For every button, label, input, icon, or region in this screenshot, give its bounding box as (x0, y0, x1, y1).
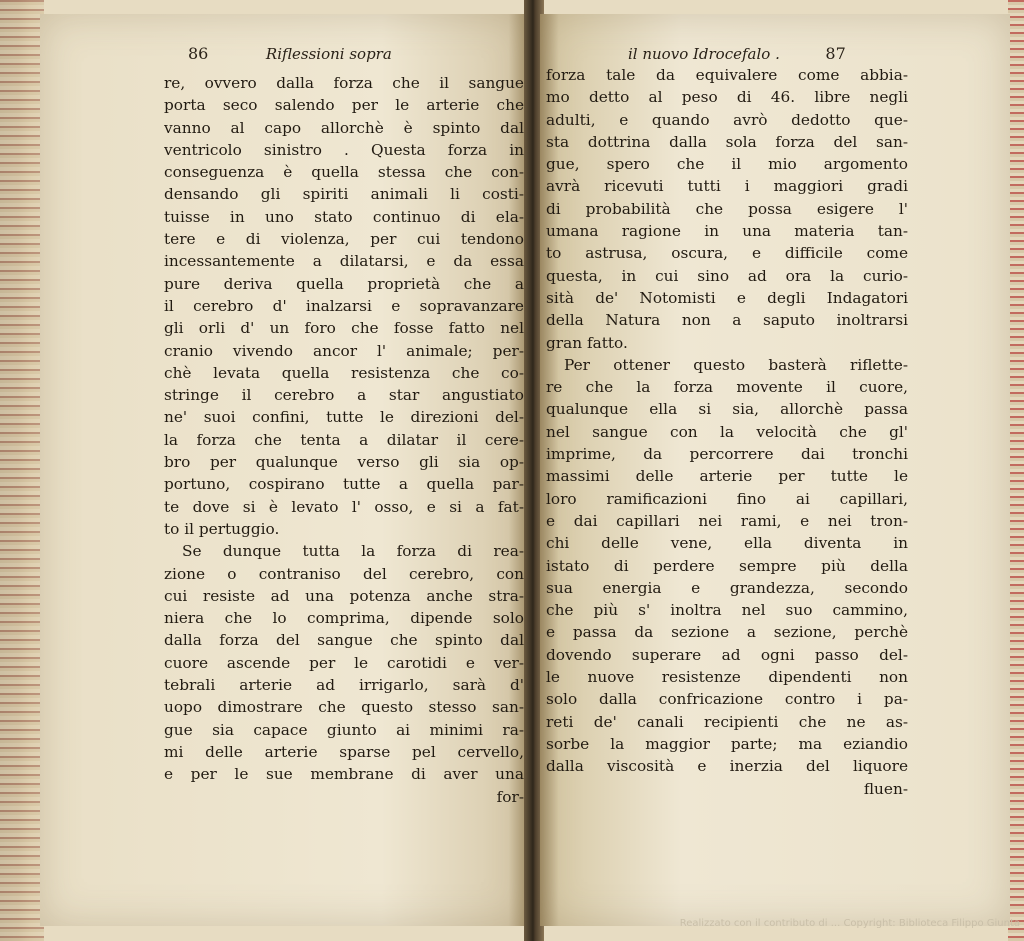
text-line: porta seco salendo per le arterie che (164, 96, 524, 115)
text-line: avrà ricevuti tutti i maggiori gradi (546, 177, 908, 196)
text-line: zione o contraniso del cerebro, con (164, 564, 524, 583)
text-line: fluen- (863, 779, 908, 798)
text-line: portuno, cospirano tutte a quella par- (164, 475, 524, 494)
text-line: cranio vivendo ancor l' animale; per- (164, 341, 524, 360)
text-line: for- (496, 787, 524, 806)
text-line: cui resiste ad una potenza anche stra- (164, 586, 524, 605)
text-line: la forza che tenta a dilatar il cere- (164, 430, 524, 449)
right-running-title: il nuovo Idrocefalo . (628, 45, 780, 63)
text-line: chè levata quella resistenza che co- (164, 363, 524, 382)
text-line: ne' suoi confini, tutte le direzioni del- (164, 408, 524, 427)
text-line: tere e di violenza, per cui tendono (164, 230, 524, 249)
left-page-number: 86 (188, 44, 209, 63)
right-page-number: 87 (825, 44, 846, 63)
left-running-title: Riflessioni sopra (265, 45, 392, 63)
left-page (40, 14, 528, 926)
text-line: loro ramificazioni fino ai capillari, (546, 489, 908, 508)
text-line: forza tale da equivalere come abbia- (546, 66, 908, 84)
text-line: dalla viscosità e inerzia del liquore (546, 757, 908, 776)
text-line: conseguenza è quella stessa che con- (164, 163, 524, 182)
text-line: istato di perdere sempre più della (546, 556, 908, 575)
right-page-edges (1008, 0, 1024, 941)
right-page-text (546, 64, 908, 800)
text-line: gli orli d' un foro che fosse fatto nel (164, 319, 524, 338)
right-page (540, 14, 1010, 926)
text-line: di probabilità che possa esigere l' (546, 199, 908, 218)
text-line: solo dalla confricazione contro i pa- (546, 690, 908, 709)
text-line: incessantemente a dilatarsi, e da essa (164, 252, 524, 271)
text-line: gue, spero che il mio argomento (546, 155, 908, 174)
text-line: nel sangue con la velocità che gl' (546, 422, 908, 441)
text-line: bro per qualunque verso gli sia op- (164, 453, 524, 472)
text-line: adulti, e quando avrò dedotto que- (546, 110, 908, 129)
left-page-edges (0, 0, 44, 941)
text-line: che più s' inoltra nel suo cammino, (546, 601, 908, 620)
scan-watermark: Realizzato con il contributo di ... Copyright: Biblioteca Filippo Giunta (679, 918, 1020, 929)
text-line: te dove si è levato l' osso, e si a fat- (164, 497, 524, 516)
text-line: sorbe la maggior parte; ma eziandio (546, 734, 908, 753)
text-line: massimi delle arterie per tutte le (546, 467, 908, 486)
text-line: gran fatto. (546, 333, 628, 352)
text-line: to astrusa, oscura, e difficile come (546, 244, 908, 263)
text-line: sua energia e grandezza, secondo (546, 578, 908, 597)
text-line: Se dunque tutta la forza di rea- (182, 542, 524, 561)
left-page-text (164, 72, 524, 808)
text-line: reti de' canali recipienti che ne as- (546, 712, 908, 731)
text-line: il cerebro d' inalzarsi e sopravanzare (164, 296, 524, 315)
text-line: e dai capillari nei rami, e nei tron- (546, 511, 908, 530)
text-line: to il pertuggio. (164, 519, 280, 538)
text-line: imprime, da percorrere dai tronchi (546, 445, 908, 464)
text-line: dalla forza del sangue che spinto dal (164, 631, 524, 650)
text-line: stringe il cerebro a star angustiato (164, 386, 524, 405)
text-line: re, ovvero dalla forza che il sangue (164, 74, 524, 92)
text-line: niera che lo comprima, dipende solo (164, 609, 524, 628)
text-line: e passa da sezione a sezione, perchè (546, 623, 908, 642)
text-line: umana ragione in una materia tan- (546, 222, 908, 241)
text-line: uopo dimostrare che questo stesso san- (164, 698, 524, 717)
text-line: re che la forza movente il cuore, (546, 378, 908, 397)
text-line: mi delle arterie sparse pel cervello, (164, 742, 524, 761)
text-line: Per ottener questo basterà riflette- (564, 355, 908, 374)
text-line: questa, in cui sino ad ora la curio- (546, 266, 908, 285)
text-line: sta dottrina dalla sola forza del san- (546, 132, 908, 151)
text-line: della Natura non a saputo inoltrarsi (546, 311, 908, 330)
text-line: ventricolo sinistro . Questa forza in (164, 140, 524, 159)
text-line: vanno al capo allorchè è spinto dal (164, 118, 524, 137)
text-line: qualunque ella si sia, allorchè passa (546, 400, 908, 419)
text-line: tebrali arterie ad irrigarlo, sarà d' (164, 676, 524, 695)
text-line: pure deriva quella proprietà che a (164, 274, 524, 293)
text-line: e per le sue membrane di aver una (164, 765, 524, 784)
text-line: cuore ascende per le carotidi e ver- (164, 653, 524, 672)
text-line: sità de' Notomisti e degli Indagatori (546, 288, 908, 307)
text-line: chi delle vene, ella diventa in (546, 534, 908, 553)
text-line: densando gli spiriti animali li costi- (164, 185, 524, 204)
left-page-header (188, 44, 392, 63)
text-line: dovendo superare ad ogni passo del- (546, 645, 908, 664)
text-line: mo detto al peso di 46. libre negli (546, 88, 908, 107)
right-page-header (628, 44, 846, 63)
text-line: gue sia capace giunto ai minimi ra- (164, 720, 524, 739)
text-line: tuisse in uno stato continuo di ela- (164, 207, 524, 226)
text-line: le nuove resistenze dipendenti non (546, 668, 908, 687)
